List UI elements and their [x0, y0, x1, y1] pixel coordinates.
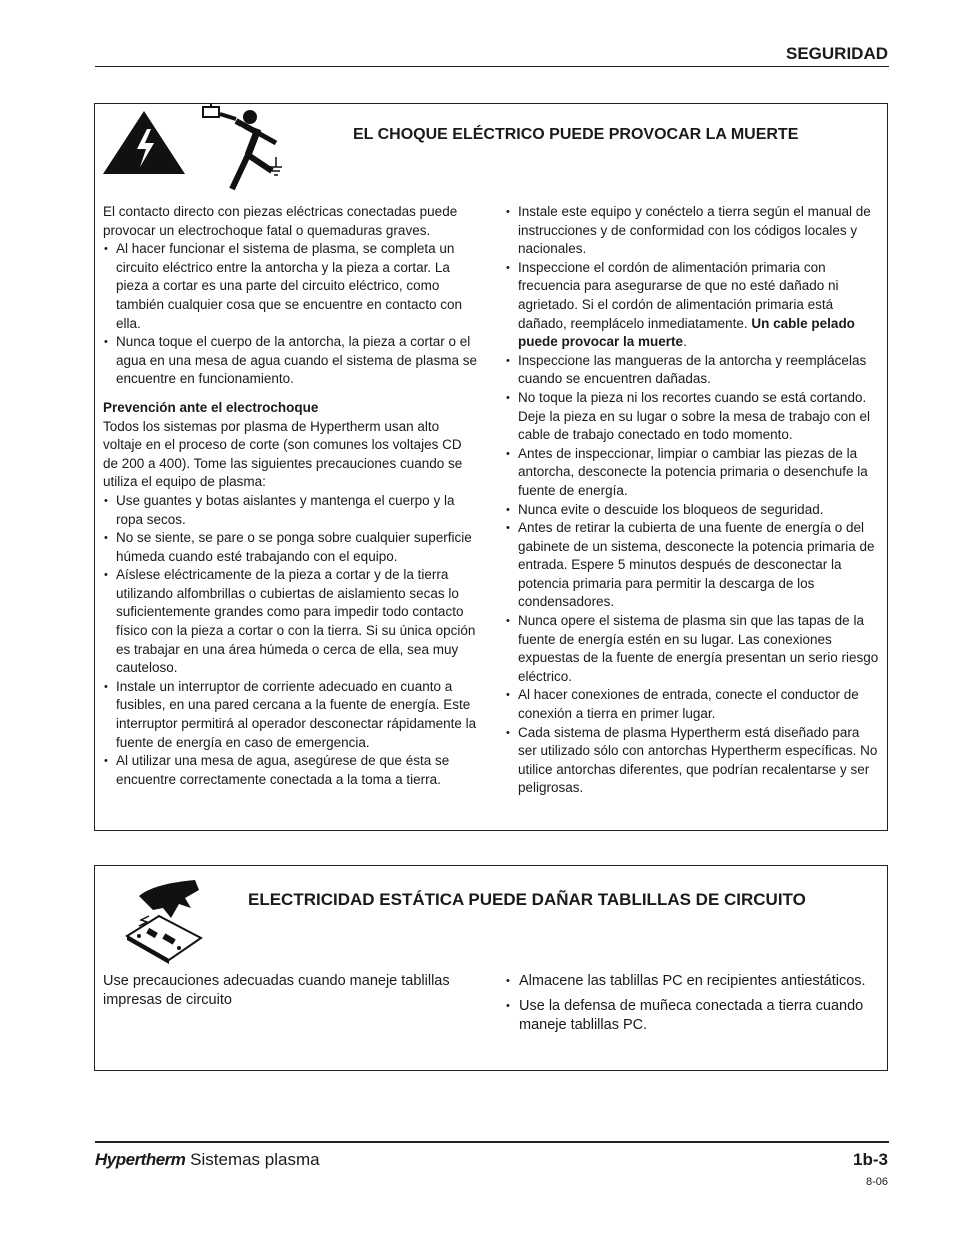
static-bullets	[505, 972, 875, 1035]
static-warning-title: ELECTRICIDAD ESTÁTICA PUEDE DAÑAR TABLILLAS DE CIRCUITO	[248, 890, 806, 909]
list-item: • Nunca opere el sistema de plasma sin que las tapas de la fuente de energía estén en su lugar. Las conexiones expuestas de la fuente de energía presentan un serio riesgo eléctrico.	[505, 612, 880, 686]
footer-rule	[95, 1141, 889, 1143]
brand-logo: Hypertherm	[95, 1150, 186, 1169]
shock-right-column	[505, 203, 880, 798]
list-item: • Use la defensa de muñeca conectada a tierra cuando maneje tablillas PC.	[505, 997, 875, 1035]
static-intro: Use precauciones adecuadas cuando maneje tablillas impresas de circuito	[103, 973, 450, 1008]
cord-end: .	[683, 334, 687, 350]
cord-warning-bold: Un cable pelado puede provocar la muerte	[518, 315, 855, 350]
list-item	[505, 259, 880, 352]
list-item: • Antes de retirar la cubierta de una fuente de energía o del gabinete de un sistema, desconecte la potencia primaria de entrada. Espere 5 minutos después de desconectar la potencia primaria para permitir la descarga de los condensadores.	[505, 519, 880, 612]
revision-date: 8-06	[865, 1176, 888, 1188]
static-right-column	[505, 972, 875, 1041]
shock-bullets-right	[505, 203, 880, 798]
electrocution-person-icon	[200, 99, 300, 199]
product-name: Sistemas plasma	[185, 1150, 320, 1169]
shock-warning-title: EL CHOQUE ELÉCTRICO PUEDE PROVOCAR LA MUERTE	[353, 126, 799, 143]
shock-warning-box	[94, 103, 888, 831]
static-left-column	[103, 972, 463, 1010]
list-item: • Al hacer conexiones de entrada, conecte el conductor de conexión a tierra en primer lugar.	[505, 686, 880, 723]
list-item: • Antes de inspeccionar, limpiar o cambiar las piezas de la antorcha, desconecte la potencia primaria o desenchufe la fuente de energía.	[505, 445, 880, 501]
list-item: • Use guantes y botas aislantes y mantenga el cuerpo y la ropa secos.	[103, 492, 478, 529]
list-item: • Al hacer funcionar el sistema de plasma, se completa un circuito eléctrico entre la antorcha y la pieza a cortar. La pieza a cortar es una parte del circuito eléctrico, como también cualquier cosa que se encuentre en contacto con ella.	[103, 240, 478, 333]
list-item: • Inspeccione las mangueras de la antorcha y reemplácelas cuando se encuentren dañadas.	[505, 352, 880, 389]
list-item: • Nunca evite o descuide los bloqueos de seguridad.	[505, 501, 880, 520]
list-item: • Cada sistema de plasma Hypertherm está diseñado para ser utilizado sólo con antorchas Hypertherm específicas. No utilice antorchas diferentes, que podrían recalentarse y ser peligrosas.	[505, 724, 880, 798]
header-rule	[95, 66, 889, 67]
static-hand-circuit-board-icon	[117, 874, 217, 966]
list-item: • Instale un interruptor de corriente adecuado en cuanto a fusibles, en una pared cercana a la fuente de energía. Este interruptor permitirá al operador desconectar rápidamente la fuente de energía en caso de emergencia.	[103, 678, 478, 752]
list-item: • Instale este equipo y conéctelo a tierra según el manual de instrucciones y de conformidad con los códigos locales y nacionales.	[505, 203, 880, 259]
list-item: • Aíslese eléctricamente de la pieza a cortar y de la tierra utilizando alfombrillas o cubiertas de aislamiento secas lo suficientemente grandes como para impedir todo contacto físico con la pieza a cortar o con la tierra. Si su única opción es trabajar en una área húmeda o cerca de ella, sea muy cauteloso.	[103, 566, 478, 678]
shock-bullets-2	[103, 492, 478, 790]
cord-text: Inspeccione el cordón de alimentación primaria con frecuencia para asegurarse de que no esté dañado ni agrietado. Si el cordón de alimentación primaria está dañado, reemplácelo inmediatamente.	[518, 259, 839, 331]
shock-left-column	[103, 203, 478, 789]
list-item: • No se siente, se pare o se ponga sobre cualquier superficie húmeda cuando esté trabajando con el equipo.	[103, 529, 478, 566]
list-item: • Al utilizar una mesa de agua, asegúrese de que ésta se encuentre correctamente conectada a la toma a tierra.	[103, 752, 478, 789]
list-item: • Nunca toque el cuerpo de la antorcha, la pieza a cortar o el agua en una mesa de agua cuando el sistema de plasma se encuentre en funcionamiento.	[103, 333, 478, 389]
shock-intro: El contacto directo con piezas eléctricas conectadas puede provocar un electrochoque fatal o quemaduras graves.	[103, 204, 458, 238]
prevention-heading: Prevención ante el electrochoque	[103, 399, 319, 415]
list-item: • Almacene las tablillas PC en recipientes antiestáticos.	[505, 972, 875, 991]
static-warning-box	[94, 865, 888, 1071]
page-number: 1b-3	[853, 1150, 888, 1169]
list-item: • No toque la pieza ni los recortes cuando se está cortando. Deje la pieza en su lugar o sobre la mesa de trabajo con el cable de trabajo conectado en todo momento.	[505, 389, 880, 445]
high-voltage-warning-icon	[101, 99, 187, 179]
footer-brand	[95, 1150, 320, 1170]
shock-bullets-1	[103, 240, 478, 389]
section-title: SEGURIDAD	[785, 44, 888, 63]
prevention-intro: Todos los sistemas por plasma de Hypertherm usan alto voltaje en el proceso de corte (son comunes los voltajes CD de 200 a 400). Tome las siguientes precauciones cuando se utiliza el equipo de plasma:	[103, 418, 463, 490]
